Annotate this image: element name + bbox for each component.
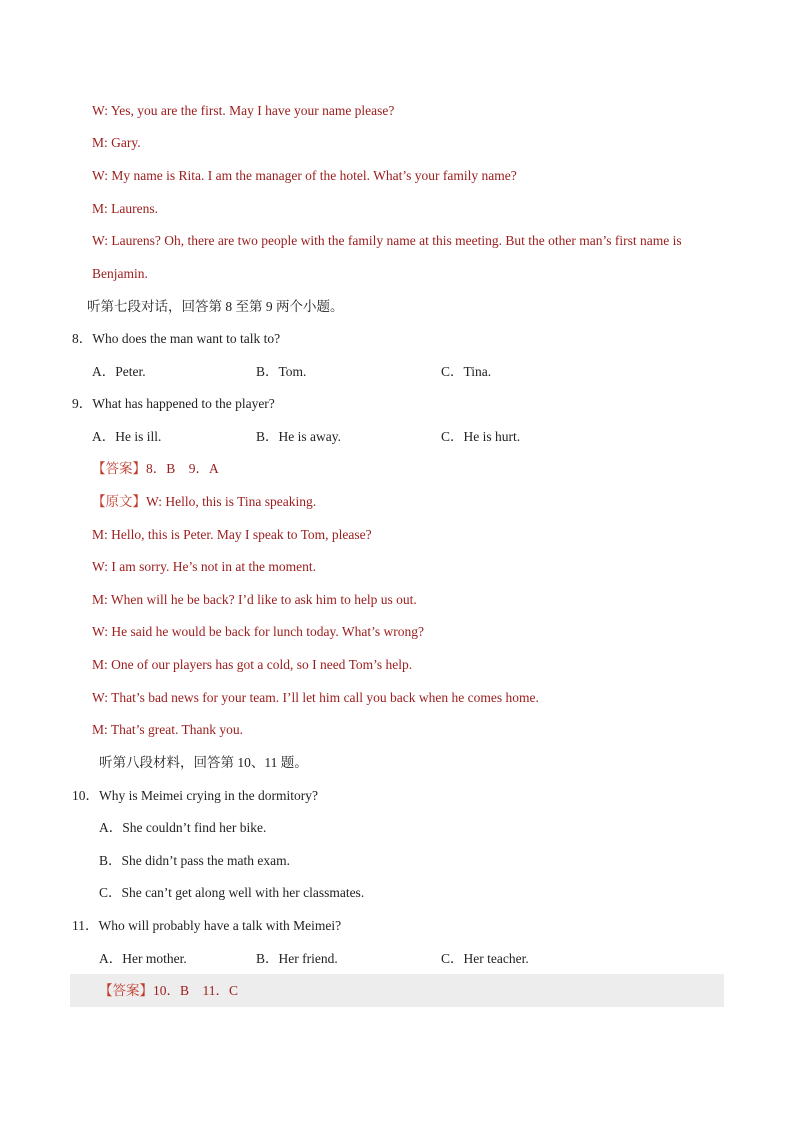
option-c: C．He is hurt. [441, 429, 521, 444]
option-b: B．She didn’t pass the math exam. [99, 853, 290, 868]
question-8 [72, 330, 280, 348]
question-number: 11． [72, 918, 99, 933]
answer-tag: 【答案】 [99, 983, 153, 998]
option-c: C．Her teacher. [441, 951, 529, 966]
answer-text: 8．B 9．A [146, 461, 219, 476]
dialogue-line: Benjamin. [92, 266, 148, 281]
question-text: Who does the man want to talk to? [92, 331, 281, 346]
transcript-line: M: One of our players has got a cold, so I need Tom’s help. [92, 657, 413, 672]
answer-line [99, 982, 238, 1000]
question-number: 10． [72, 788, 99, 803]
section-instruction: 听第七段对话，回答第 8 至第 9 两个小题。 [87, 299, 344, 314]
question-10 [72, 787, 318, 805]
transcript-line: M: Hello, this is Peter. May I speak to Tom, please? [92, 527, 372, 542]
dialogue-line: W: My name is Rita. I am the manager of the hotel. What’s your family name? [92, 168, 517, 183]
question-text: Why is Meimei crying in the dormitory? [99, 788, 318, 803]
question-text: Who will probably have a talk with Meimei? [98, 918, 342, 933]
transcript-line [92, 493, 316, 511]
question-number: 9． [72, 396, 93, 411]
dialogue-line: M: Laurens. [92, 201, 158, 216]
option-b: B．Her friend. [256, 951, 338, 966]
option-c: C．She can’t get along well with her classmates. [99, 885, 365, 900]
answer-line [92, 460, 219, 478]
section-instruction: 听第八段材料，回答第 10、11 题。 [99, 755, 308, 770]
question-text: What has happened to the player? [92, 396, 275, 411]
question-number: 8． [72, 331, 93, 346]
option-b: B．Tom. [256, 364, 307, 379]
option-a: A．She couldn’t find her bike. [99, 820, 267, 835]
dialogue-line: M: Gary. [92, 135, 141, 150]
transcript-text: W: Hello, this is Tina speaking. [146, 494, 317, 509]
answer-tag: 【答案】 [92, 461, 146, 476]
option-a: A．He is ill. [92, 429, 162, 444]
question-11 [72, 917, 341, 935]
option-b: B．He is away. [256, 429, 341, 444]
transcript-line: M: That’s great. Thank you. [92, 722, 243, 737]
transcript-line: W: I am sorry. He’s not in at the moment. [92, 559, 316, 574]
option-c: C．Tina. [441, 364, 492, 379]
transcript-line: W: That’s bad news for your team. I’ll let him call you back when he comes home. [92, 690, 539, 705]
dialogue-line: W: Laurens? Oh, there are two people with the family name at this meeting. But the other man’s first name is [92, 233, 682, 248]
question-9 [72, 395, 275, 413]
transcript-tag: 【原文】 [92, 494, 146, 509]
transcript-line: W: He said he would be back for lunch today. What’s wrong? [92, 624, 425, 639]
option-a: A．Peter. [92, 364, 146, 379]
transcript-line: M: When will he be back? I’d like to ask him to help us out. [92, 592, 417, 607]
dialogue-line: W: Yes, you are the first. May I have your name please? [92, 103, 395, 118]
answer-text: 10．B 11．C [153, 983, 239, 998]
option-a: A．Her mother. [99, 951, 187, 966]
